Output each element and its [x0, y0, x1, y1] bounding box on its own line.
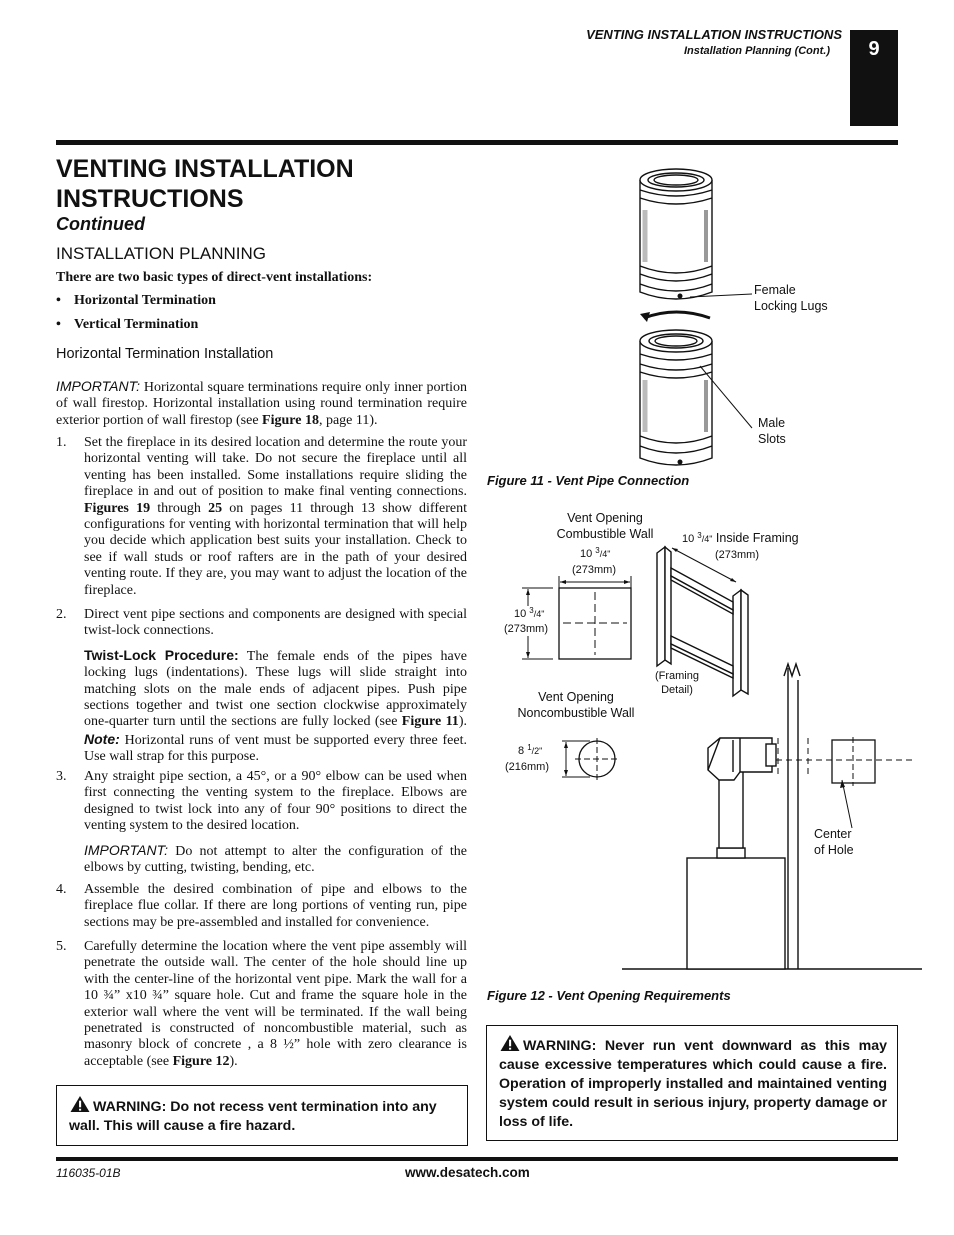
twist-arrow: [644, 312, 710, 318]
vent-installation-drawing: [622, 664, 922, 969]
subsection-heading: Horizontal Termination Installation: [56, 346, 274, 362]
important-tail: , page 11).: [318, 412, 378, 428]
bullet-vertical: • Vertical Termination: [56, 317, 199, 332]
step-text: through: [150, 500, 209, 516]
running-header-subtitle: Installation Planning (Cont.): [683, 45, 830, 57]
step-text: on pages 11 through 13 show different configurations for venting with horizontal termination that will help you decide which application best suits your installation. Check to see if wall studs or roof rafters are in the path of your desired venting route. If they are, you may want to adjust the location of the fireplace.: [84, 500, 467, 598]
running-header-title: VENTING INSTALLATION INSTRUCTIONS: [586, 27, 842, 42]
important-label: IMPORTANT:: [84, 841, 168, 858]
dim-height-mm: (273mm): [504, 623, 549, 635]
bullet-label: Vertical Termination: [74, 317, 199, 332]
intro-text: There are two basic types of direct-vent installations:: [56, 270, 373, 285]
label-noncomb-2: Noncombustible Wall: [517, 706, 635, 720]
framing-label-1: (Framing: [654, 670, 700, 682]
round-dim-a: 8 $^1_{/2"}$: [518, 743, 543, 757]
warning-text: WARNING: Do not recess vent termination into any wall. This will cause a fire hazard.: [69, 1099, 437, 1134]
label-noncomb-1: Vent Opening: [538, 690, 614, 704]
step-text: Do not attempt to alter the configuration of the elbows by cutting, twisting, bending, etc.: [84, 843, 467, 876]
label-female-1: Female: [754, 283, 796, 297]
dim-height-a: 10 $^3_{/4"}$: [514, 606, 545, 620]
step-text: Horizontal runs of vent must be supported every three feet. Use wall strap for this purpose.: [84, 732, 467, 765]
warning-box-downward: [486, 1025, 898, 1141]
label-male-2: Slots: [758, 432, 786, 446]
step-text: Any straight pipe section, a 45°, or a 90° elbow can be used when first connecting the venting system to the fireplace. Elbows are designed to twist lock into any of four 90° positions to direct the venting system to the desired location.: [84, 769, 467, 834]
twist-lock-label: Twist-Lock Procedure:: [84, 646, 239, 663]
inside-framing-mm: (273mm): [715, 549, 760, 561]
footer-rule: [56, 1157, 898, 1161]
figure-ref: Figure 12: [172, 1053, 230, 1069]
framing-label-2: Detail): [661, 684, 693, 696]
part-number: 116035-01B: [56, 1166, 121, 1180]
step-number: 5.: [56, 939, 67, 954]
bullet-label: Horizontal Termination: [74, 293, 216, 308]
label-center-1: Center: [814, 827, 852, 841]
section-heading: INSTALLATION PLANNING: [56, 244, 267, 263]
lower-vent-pipe: [640, 330, 712, 465]
inside-framing-label: 10 $^3_{/4"}$ Inside Framing: [682, 531, 799, 545]
figure-12-caption: Figure 12 - Vent Opening Requirements: [487, 988, 731, 1003]
label-center-2: of Hole: [814, 843, 854, 857]
important-label: IMPORTANT:: [56, 378, 140, 394]
figure-ref: Figure 11: [401, 714, 459, 730]
figure-11-caption: Figure 11 - Vent Pipe Connection: [487, 473, 690, 488]
step-text: ).: [458, 714, 467, 730]
step-number: 1.: [56, 435, 67, 450]
twist-arrow-head: [640, 312, 650, 322]
label-combustible-1: Vent Opening: [567, 511, 643, 525]
bullet-horizontal: • Horizontal Termination: [56, 293, 216, 308]
important-text: Horizontal square terminations require only inner portion of wall firestop. Horizontal installation using round termination require exterior portion of wall firestop (see: [56, 380, 467, 428]
step-text: Direct vent pipe sections and components are designed with special twist-lock connections.: [84, 607, 467, 639]
page-number-tab: 9: [850, 30, 898, 126]
continued-label: Continued: [56, 214, 145, 234]
warning-triangle-icon: [499, 1034, 521, 1052]
figure-ref: Figures 19: [84, 500, 151, 516]
step-text: Set the fireplace in its desired location and determine the route your horizontal venting will take. Do not secure the fireplace until all venting has been installed. Some installations require sliding the fireplace in and out of position to make final venting connections.: [84, 435, 467, 500]
step-text: The female ends of the pipes have locking lugs (indentations). These lugs will slide straight into matching slots on the male ends of adjacent pipes. Push pipe sections together and twist one section clockwise approximately one-quarter turn until the sections are fully locked (see: [84, 648, 467, 730]
round-dim-mm: (216mm): [505, 761, 550, 773]
website-link[interactable]: www.desatech.com: [405, 1165, 530, 1180]
label-combustible-2: Combustible Wall: [556, 527, 654, 541]
label-male-1: Male: [758, 416, 786, 430]
step-number: 4.: [56, 882, 67, 897]
step-text: ).: [229, 1053, 238, 1069]
step-number: 3.: [56, 769, 67, 784]
step-number: 2.: [56, 607, 67, 622]
page-title: VENTING INSTALLATION INSTRUCTIONS: [56, 155, 354, 213]
upper-vent-pipe: [640, 169, 712, 299]
figure-ref: Figure 18: [262, 412, 319, 428]
note-label: Note:: [84, 730, 120, 747]
step-text: Assemble the desired combination of pipe and elbows to the fireplace flue collar. If there are long portions of venting run, pipe sections may be pre-assembled and installed for convenience.: [84, 882, 467, 930]
dim-width-mm: (273mm): [572, 564, 617, 576]
step-text: Carefully determine the location where the vent pipe assembly will penetrate the outside wall. The center of the hole should line up with the center-line of the horizontal vent pipe. Mark the wall for a 10 ¾” x10 ¾” square hole. Cut and frame the square hole in the exterior wall where the vent will be terminated. If the wall being penetrated is constructed of noncombustible material, such as masonry block of concrete , a 8 ½” hole with zero clearance is acceptable (see: [84, 939, 467, 1069]
warning-text: WARNING: Never run vent downward as this may cause excessive temperatures which could cause a fire. Operation of improperly installed and maintained venting system could result in serious injury, property damage or loss of life.: [499, 1038, 887, 1130]
figure-ref: 25: [208, 500, 223, 516]
dim-width-a: 10 $^3_{/4"}$: [580, 546, 611, 560]
wall-framing-dashes: [776, 738, 916, 778]
label-female-2: Locking Lugs: [754, 299, 828, 313]
